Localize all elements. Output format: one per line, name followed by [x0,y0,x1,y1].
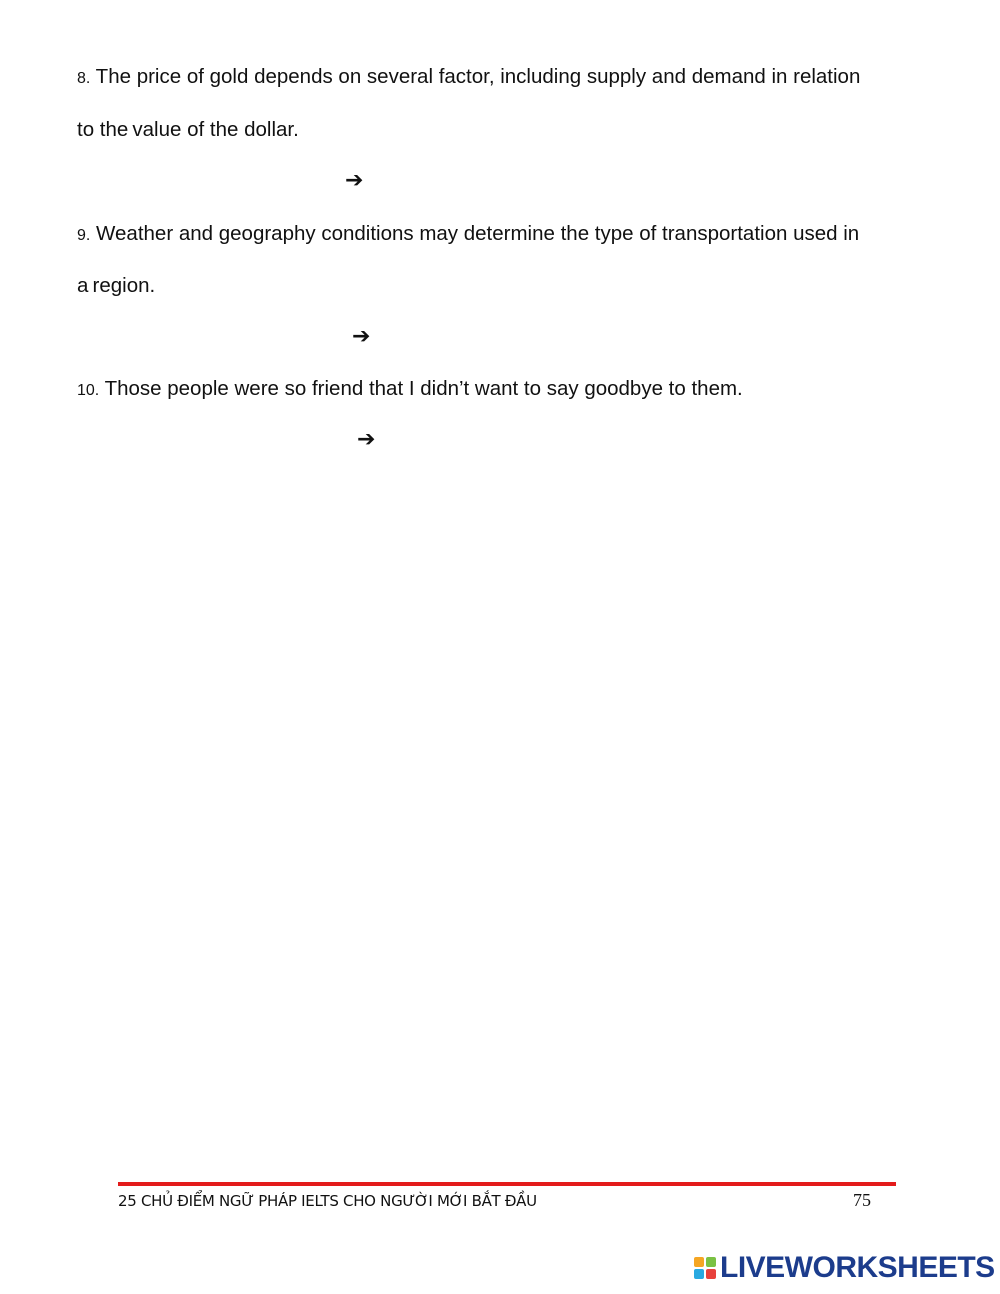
footer-divider [118,1182,896,1186]
exercise-8-arrow-icon: ➔ [345,168,364,193]
exercise-10-text: Those people were so friend that I didn’t want to say goodbye to them. [99,377,743,400]
logo-square-2 [706,1257,716,1267]
exercise-10-number: 10. [77,382,100,399]
liveworksheets-watermark [694,1252,995,1284]
footer-book-title: 25 CHỦ ĐIỂM NGỮ PHÁP IELTS CHO NGƯỜI MỚI BẮT ĐẦU [118,1192,537,1210]
page-number: 75 [853,1190,871,1210]
logo-square-3 [694,1269,704,1279]
exercise-8-number: 8. [77,70,91,87]
exercise-9-arrow-icon: ➔ [352,324,371,349]
exercise-10-line-1 [77,376,743,404]
exercise-10-arrow-icon: ➔ [357,427,376,452]
liveworksheets-logo-icon [694,1257,716,1279]
exercise-8-text: The price of gold depends on several factor, including supply and demand in relation [90,65,861,88]
exercise-8-line-2: to the value of the dollar. [77,118,299,141]
logo-square-1 [694,1257,704,1267]
logo-square-4 [706,1269,716,1279]
exercise-9-line-1 [77,221,859,249]
exercise-9-number: 9. [77,227,91,244]
exercise-8-line-1 [77,64,860,92]
liveworksheets-wordmark: LIVEWORKSHEETS [720,1251,995,1284]
exercise-9-line-2: a region. [77,274,156,297]
exercise-9-text: Weather and geography conditions may determine the type of transportation used in [90,222,860,245]
